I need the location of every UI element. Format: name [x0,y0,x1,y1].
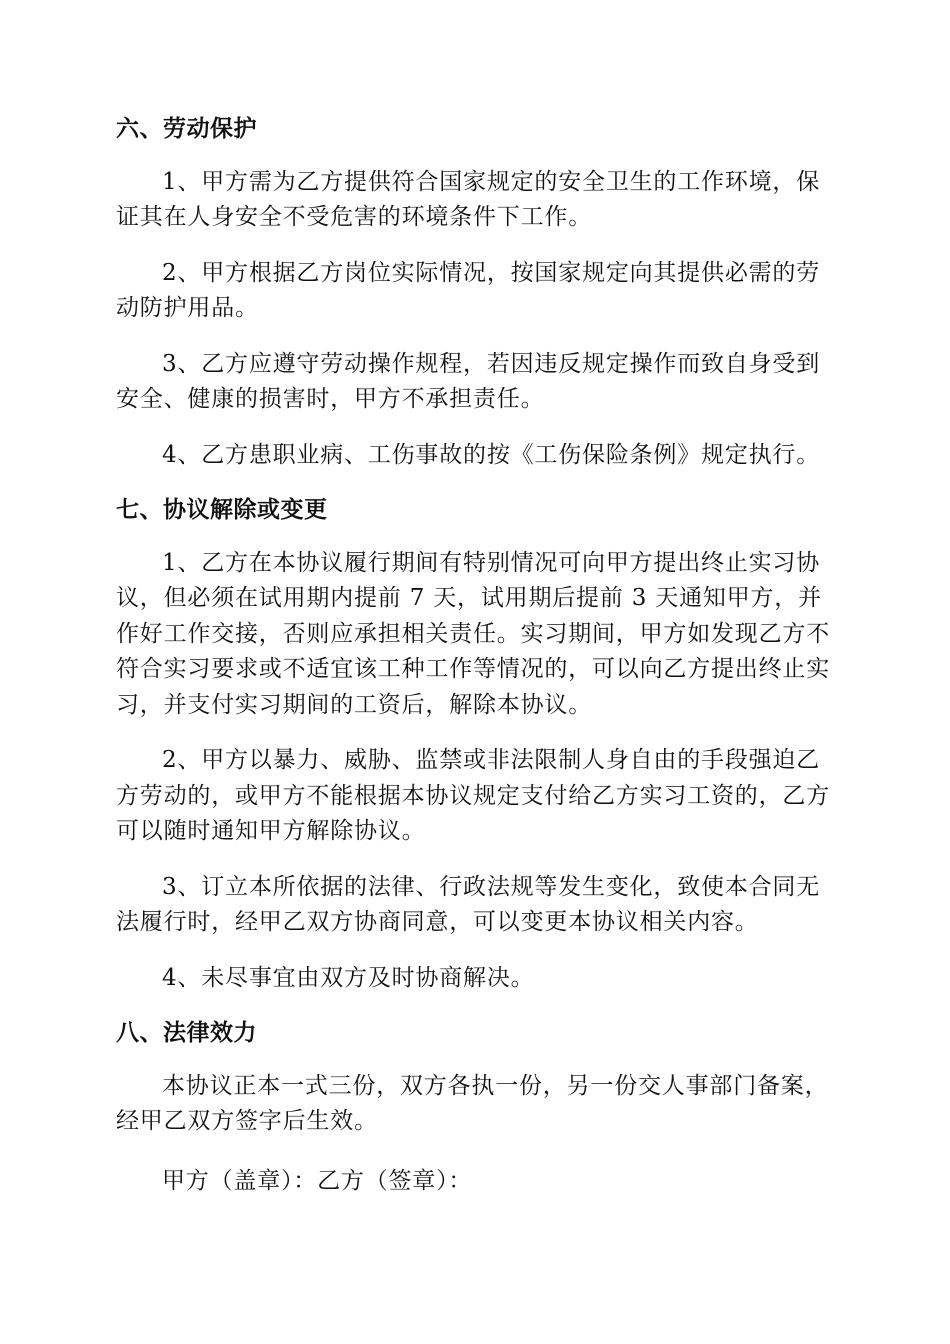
paragraph-7-1: 1、乙方在本协议履行期间有特别情况可向甲方提出终止实习协议，但必须在试用期内提前 7 天，试用期后提前 3 天通知甲方，并作好工作交接，否则应承担相关责任。实习期间，甲方如发现乙方不符合实习要求或不适宜该工种工作等情况的，可以向乙方提出终止实习，并支付实习期间的工资后，解除本协议。 [116,549,830,718]
paragraph-8-1: 本协议正本一式三份，双方各执一份，另一份交人事部门备案，经甲乙双方签字后生效。 [116,1072,829,1134]
document-body [116,112,836,1199]
paragraph-6-4: 4、乙方患职业病、工伤事故的按《工伤保险条例》规定执行。 [162,441,821,468]
signature-line: 甲方（盖章）：乙方（签章）： [162,1167,473,1194]
paragraph-7-3: 3、订立本所依据的法律、行政法规等发生变化，致使本合同无法履行时，经甲乙双方协商同意，可以变更本协议相关内容。 [116,873,821,935]
section-heading-termination: 七、协议解除或变更 [116,497,328,523]
paragraph-7-4: 4、未尽事宜由双方及时协商解决。 [162,964,535,991]
paragraph-6-2: 2、甲方根据乙方岗位实际情况，按国家规定向其提供必需的劳动防护用品。 [116,259,821,321]
section-heading-labor-protection: 六、劳动保护 [116,116,257,142]
section-heading-legal-effect: 八、法律效力 [116,1020,257,1046]
paragraph-6-3: 3、乙方应遵守劳动操作规程，若因违反规定操作而致自身受到安全、健康的损害时，甲方不承担责任。 [116,350,821,412]
paragraph-7-2: 2、甲方以暴力、威胁、监禁或非法限制人身自由的手段强迫乙方劳动的，或甲方不能根据本协议规定支付给乙方实习工资的，乙方可以随时通知甲方解除协议。 [116,747,830,844]
paragraph-6-1: 1、甲方需为乙方提供符合国家规定的安全卫生的工作环境，保证其在人身安全不受危害的环境条件下工作。 [116,168,821,230]
